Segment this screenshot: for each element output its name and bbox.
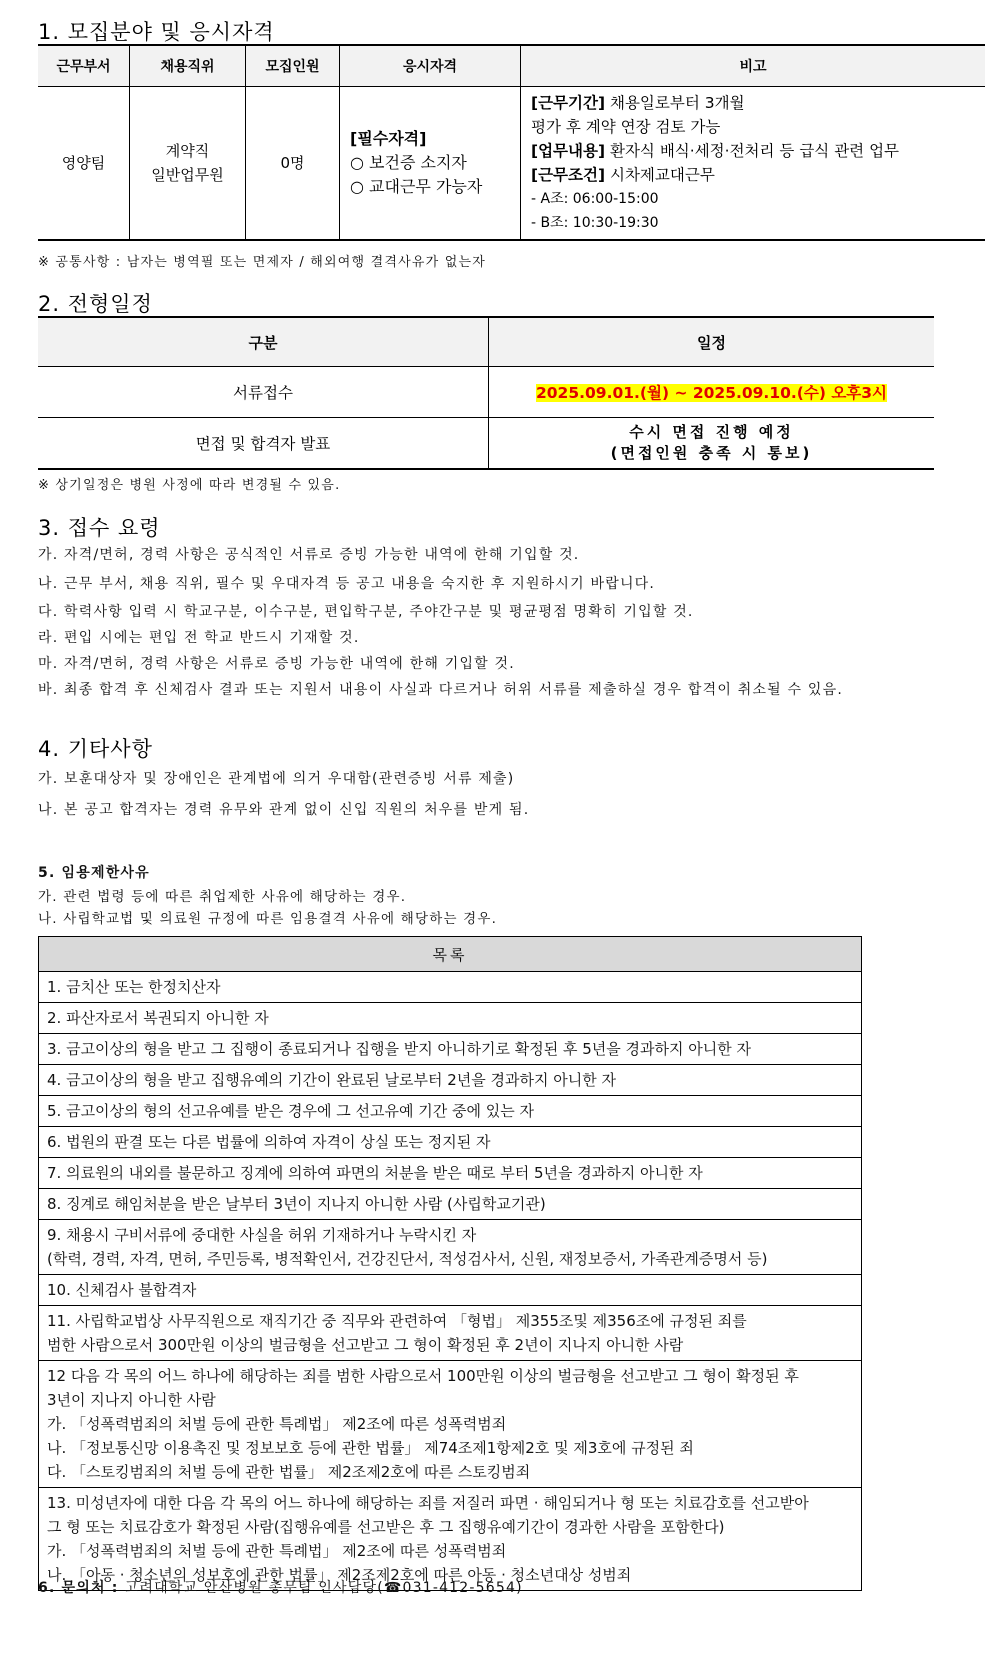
- contact-label: 6. 문의처 :: [38, 1580, 125, 1596]
- table-row: [39, 1096, 862, 1127]
- restriction-item: 8. 징계로 해임처분을 받은 날부터 3년이 지나지 아니한 사람 (사립학교기관): [39, 1189, 862, 1220]
- contact-phone: 031-412-5654: [402, 1580, 517, 1596]
- list-item: 가. 자격/면허, 경력 사항은 공식적인 서류로 증빙 가능한 내역에 한해 기입할 것.: [38, 547, 580, 563]
- schedule-label: 서류접수: [38, 367, 489, 418]
- header-schedule: 일정: [489, 317, 935, 367]
- table-row: [38, 367, 934, 418]
- header-category: 구분: [38, 317, 489, 367]
- contact-text: 고려대학교 안산병원 총무팀 인사담당(: [124, 1580, 384, 1596]
- section2-title: 2. 전형일정: [38, 292, 153, 316]
- table-row: [38, 418, 934, 470]
- qual-item: ○ 교대근무 가능자: [350, 177, 483, 196]
- table-row: [39, 1158, 862, 1189]
- table-row: [39, 1189, 862, 1220]
- position-line1: 계약직: [165, 142, 210, 160]
- restriction-item: 3. 금고이상의 형을 받고 그 집행이 종료되거나 집행을 받지 아니하기로 확정된 후 5년을 경과하지 아니한 자: [39, 1034, 862, 1065]
- restriction-item: [39, 1306, 862, 1361]
- section4-title: 4. 기타사항: [38, 737, 153, 761]
- period-extra: 평가 후 계약 연장 검토 가능: [531, 118, 721, 136]
- period-text: 채용일로부터 3개월: [605, 94, 745, 112]
- list-item: 다. 학력사항 입력 시 학교구분, 이수구분, 편입학구분, 주야간구분 및 평균평점 명확히 기입할 것.: [38, 604, 694, 620]
- table-row: [39, 1220, 862, 1275]
- shift-b: - B조: 10:30-19:30: [531, 215, 659, 231]
- section2-footnote: ※ 상기일정은 병원 사정에 따라 변경될 수 있음.: [38, 478, 341, 493]
- table-row: [38, 87, 985, 241]
- count-cell: 0명: [246, 87, 340, 241]
- shift-a: - A조: 06:00-15:00: [531, 191, 659, 207]
- table-row: [39, 1034, 862, 1065]
- restriction-line: 범한 사람으로서 300만원 이상의 벌금형을 선고받고 그 형이 확정된 후 2년이 지나지 아니한 사람: [47, 1336, 684, 1354]
- qual-heading: [필수자격]: [350, 129, 427, 148]
- duty-text: 환자식 배식·세정·전처리 등 급식 관련 업무: [605, 142, 900, 160]
- restriction-line: 나. 「정보통신망 이용촉진 및 정보보호 등에 관한 법률」 제74조제1항제2호 및 제3호에 규정된 죄: [47, 1439, 694, 1457]
- restriction-item: 5. 금고이상의 형의 선고유예를 받은 경우에 그 선고유예 기간 중에 있는 자: [39, 1096, 862, 1127]
- list-item: 가. 관련 법령 등에 따른 취업제한 사유에 해당하는 경우.: [38, 889, 407, 905]
- restriction-line: 다. 「스토킹범죄의 처벌 등에 관한 법률」 제2조제2호에 따른 스토킹범죄: [47, 1463, 531, 1481]
- dept-cell: 영양팀: [38, 87, 130, 241]
- header-list: 목록: [39, 937, 862, 972]
- table-header-row: [38, 317, 934, 367]
- table-row: [39, 1065, 862, 1096]
- restriction-line: 가. 「성폭력범죄의 처벌 등에 관한 특례법」 제2조에 따른 성폭력범죄: [47, 1542, 507, 1560]
- duty-label: [업무내용]: [531, 142, 606, 160]
- position-line2: 일반업무원: [151, 166, 224, 184]
- schedule-value: [489, 418, 935, 470]
- phone-icon: ☎: [383, 1580, 403, 1596]
- restriction-line: 나. 「아동 · 청소년의 성보호에 관한 법률」 제2조제2호에 따른 아동 · 청소년대상 성범죄: [47, 1566, 632, 1584]
- list-item: 마. 자격/면허, 경력 사항은 서류로 증빙 가능한 내역에 한해 기입할 것.: [38, 656, 515, 672]
- interview-line2: (면접인원 충족 시 통보): [610, 444, 813, 462]
- header-dept: 근무부서: [38, 45, 130, 87]
- restriction-item: 10. 신체검사 불합격자: [39, 1275, 862, 1306]
- table-row: [39, 1127, 862, 1158]
- table-row: [39, 1003, 862, 1034]
- table-row: [39, 1361, 862, 1488]
- table-header-row: [39, 937, 862, 972]
- restriction-line: 12 다음 각 목의 어느 하나에 해당하는 죄를 범한 사람으로서 100만원 이상의 벌금형을 선고받고 그 형이 확정된 후: [47, 1367, 799, 1385]
- position-cell: [130, 87, 246, 241]
- header-qualification: 응시자격: [340, 45, 521, 87]
- restriction-line: 가. 「성폭력범죄의 처벌 등에 관한 특례법」 제2조에 따른 성폭력범죄: [47, 1415, 507, 1433]
- restriction-line: 그 형 또는 치료감호가 확정된 사람(집행유예를 선고받은 후 그 집행유예기간이 경과한 사람을 포함한다): [47, 1518, 725, 1536]
- restriction-item: 7. 의료원의 내외를 불문하고 징계에 의하여 파면의 처분을 받은 때로 부터 5년을 경과하지 아니한 자: [39, 1158, 862, 1189]
- restriction-item: 1. 금치산 또는 한정치산자: [39, 972, 862, 1003]
- interview-line1: 수시 면접 진행 예정: [629, 423, 794, 441]
- restriction-item: [39, 1220, 862, 1275]
- qual-item: ○ 보건증 소지자: [350, 153, 467, 172]
- list-item: 나. 본 공고 합격자는 경력 유무와 관계 없이 신입 직원의 처우를 받게 됨.: [38, 802, 530, 818]
- section3-title: 3. 접수 요령: [38, 516, 161, 540]
- schedule-table: [38, 316, 934, 470]
- period-label: [근무기간]: [531, 94, 606, 112]
- contact-close: ): [516, 1580, 523, 1596]
- restriction-item: 6. 법원의 판결 또는 다른 법률에 의하여 자격이 상실 또는 정지된 자: [39, 1127, 862, 1158]
- restriction-line: 11. 사립학교법상 사무직원으로 재직기간 중 직무와 관련하여 「형법」 제355조및 제356조에 규정된 죄를: [47, 1312, 747, 1330]
- header-count: 모집인원: [246, 45, 340, 87]
- restriction-line: 13. 미성년자에 대한 다음 각 목의 어느 하나에 해당하는 죄를 저질러 파면 · 해임되거나 형 또는 치료감호를 선고받아: [47, 1494, 809, 1512]
- table-row: [39, 1306, 862, 1361]
- restriction-item: [39, 1361, 862, 1488]
- table-row: [39, 1488, 862, 1591]
- condition-label: [근무조건]: [531, 166, 606, 184]
- restriction-line: 9. 채용시 구비서류에 중대한 사실을 허위 기재하거나 누락시킨 자: [47, 1226, 477, 1244]
- list-item: 나. 사립학교법 및 의료원 규정에 따른 임용결격 사유에 해당하는 경우.: [38, 911, 498, 927]
- table-row: [39, 1275, 862, 1306]
- recruitment-table: [38, 44, 985, 241]
- restriction-item: 4. 금고이상의 형을 받고 집행유예의 기간이 완료된 날로부터 2년을 경과하지 아니한 자: [39, 1065, 862, 1096]
- qualification-cell: [340, 87, 521, 241]
- restriction-line: (학력, 경력, 자격, 면허, 주민등록, 병적확인서, 건강진단서, 적성검사서, 신원, 재정보증서, 가족관계증명서 등): [47, 1250, 768, 1268]
- table-header-row: [38, 45, 985, 87]
- list-item: 나. 근무 부서, 채용 직위, 필수 및 우대자격 등 공고 내용을 숙지한 후 지원하시기 바랍니다.: [38, 576, 656, 592]
- restriction-line: 3년이 지나지 아니한 사람: [47, 1391, 216, 1409]
- section1-title: 1. 모집분야 및 응시자격: [38, 20, 275, 44]
- restriction-item: 2. 파산자로서 복권되지 아니한 자: [39, 1003, 862, 1034]
- list-item: 가. 보훈대상자 및 장애인은 관계법에 의거 우대함(관련증빙 서류 제출): [38, 771, 515, 787]
- contact-line: [38, 1577, 523, 1597]
- section5-title: 5. 임용제한사유: [38, 865, 150, 881]
- table-row: [39, 972, 862, 1003]
- restriction-table: [38, 936, 862, 1591]
- highlighted-date: 2025.09.01.(월) ~ 2025.09.10.(수) 오후3시: [535, 384, 888, 402]
- notes-cell: [521, 87, 986, 241]
- schedule-label: 면접 및 합격자 발표: [38, 418, 489, 470]
- list-item: 라. 편입 시에는 편입 전 학교 반드시 기재할 것.: [38, 630, 360, 646]
- section1-footnote: ※ 공통사항 : 남자는 병역필 또는 면제자 / 해외여행 결격사유가 없는자: [38, 255, 487, 270]
- header-notes: 비고: [521, 45, 986, 87]
- list-item: 바. 최종 합격 후 신체검사 결과 또는 지원서 내용이 사실과 다르거나 허위 서류를 제출하실 경우 합격이 취소될 수 있음.: [38, 682, 844, 698]
- schedule-value: [489, 367, 935, 418]
- restriction-item: [39, 1488, 862, 1591]
- header-position: 채용직위: [130, 45, 246, 87]
- condition-text: 시차제교대근무: [605, 166, 715, 184]
